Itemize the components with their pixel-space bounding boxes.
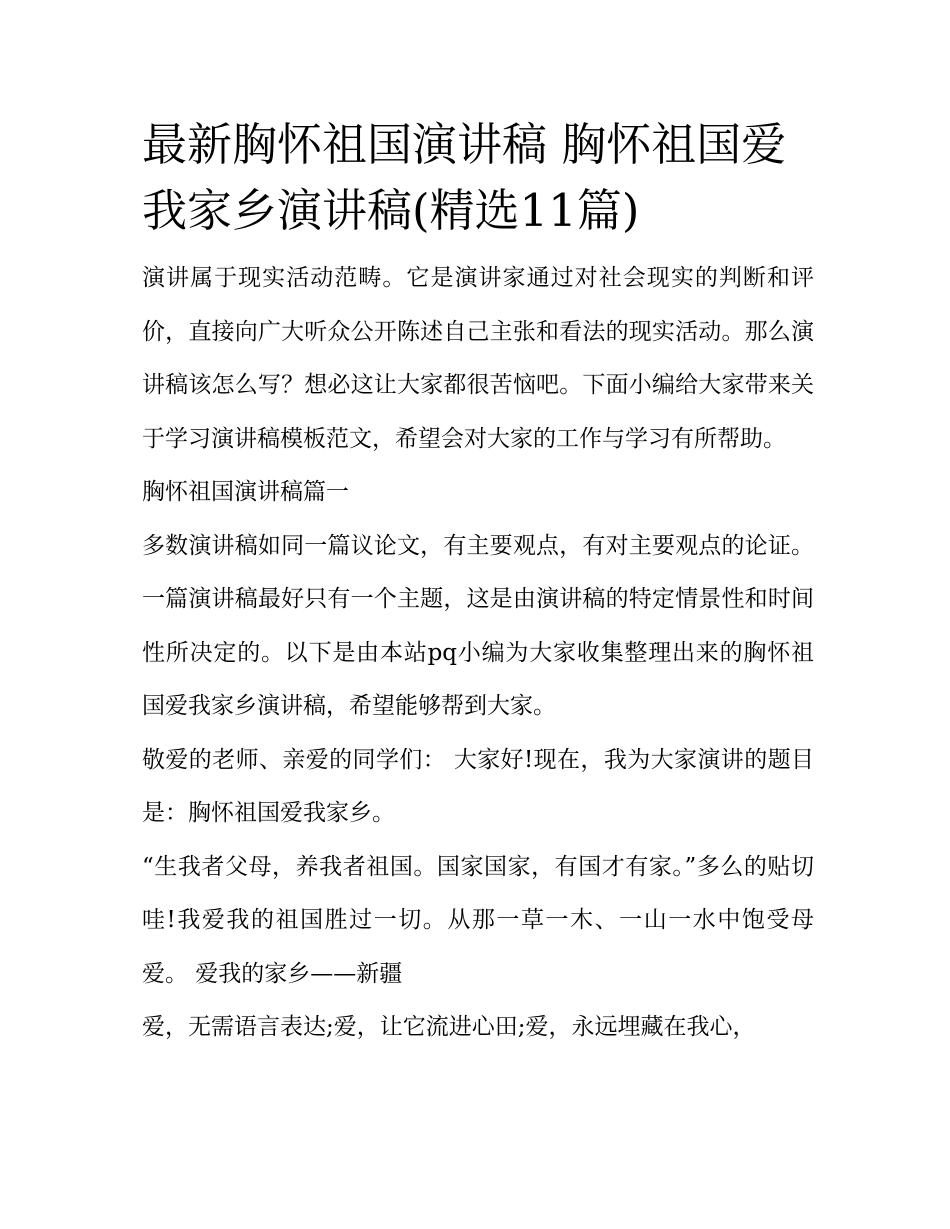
document-title: 最新胸怀祖国演讲稿 胸怀祖国爱我家乡演讲稿(精选11篇) [142,118,787,237]
body-paragraph: “生我者父母，养我者祖国。国家国家，有国才有家。”多么的贴切哇!我爱我的祖国胜过一切。从那一草一木、一山一水中饱受母爱。 爱我的家乡——新疆 [142,853,814,987]
document-body [142,112,814,1055]
greeting-paragraph: 敬爱的老师、亲爱的同学们： 大家好!现在，我为大家演讲的题目是：胸怀祖国爱我家乡。 [142,746,814,826]
intro-paragraph: 演讲属于现实活动范畴。它是演讲家通过对社会现实的判断和评价，直接向广大听众公开陈述自己主张和看法的现实活动。那么演讲稿该怎么写？想必这让大家都很苦恼吧。下面小编给大家带来关于学习演讲稿模板范文，希望会对大家的工作与学习有所帮助。 [142,265,814,452]
body-paragraph: 爱，无需语言表达;爱，让它流进心田;爱，永远埋藏在我心， [142,1014,756,1040]
body-paragraph: 多数演讲稿如同一篇议论文，有主要观点，有对主要观点的论证。一篇演讲稿最好只有一个主题，这是由演讲稿的特定情景性和时间性所决定的。以下是由本站pq小编为大家收集整理出来的胸怀祖国爱我家乡演讲稿，希望能够帮到大家。 [142,532,814,719]
section-heading: 胸怀祖国演讲稿篇一 [142,479,349,505]
